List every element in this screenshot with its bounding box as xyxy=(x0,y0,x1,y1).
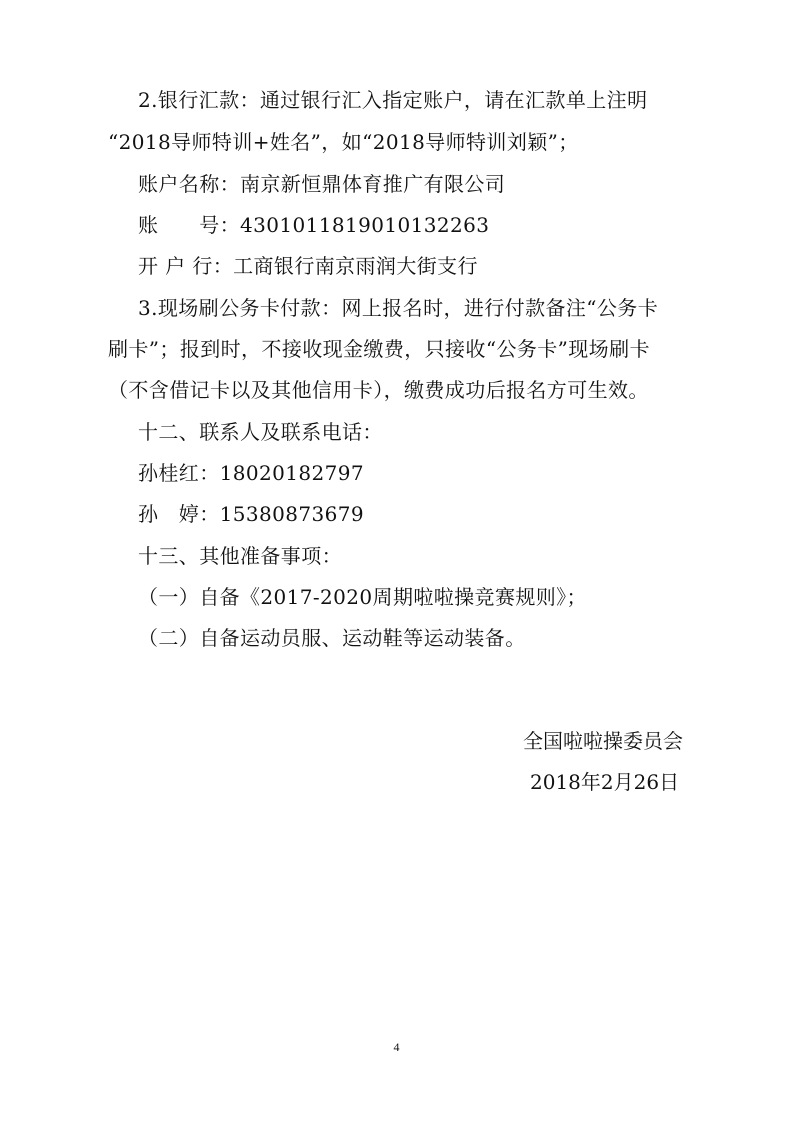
page-number: 4 xyxy=(393,1040,400,1054)
bank-transfer-line-2: “2018导师特训+姓名”，如“2018导师特训刘颖”； xyxy=(108,130,579,154)
card-payment-line-3: （不含借记卡以及其他信用卡），缴费成功后报名方可生效。 xyxy=(108,378,649,402)
bank-branch-line: 开 户 行：工商银行南京雨润大街支行 xyxy=(138,254,478,278)
preparation-heading: 十三、其他准备事项： xyxy=(138,544,342,568)
preparation-item-2: （二）自备运动员服、运动鞋等运动装备。 xyxy=(138,626,526,650)
contact-person-2: 孙 婷：15380873679 xyxy=(138,502,364,526)
contact-person-1: 孙桂红：18020182797 xyxy=(138,461,364,485)
card-payment-line-2: 刷卡”；报到时，不接收现金缴费，只接收“公务卡”现场刷卡 xyxy=(108,337,650,361)
bank-transfer-line-1: 2.银行汇款：通过银行汇入指定账户，请在汇款单上注明 xyxy=(138,88,648,112)
signature-organization: 全国啦啦操委员会 xyxy=(523,729,683,753)
card-payment-line-1: 3.现场刷公务卡付款：网上报名时，进行付款备注“公务卡 xyxy=(138,296,659,320)
account-number-line: 账 号：4301011819010132263 xyxy=(138,213,490,237)
preparation-item-1: （一）自备《2017-2020周期啦啦操竞赛规则》； xyxy=(138,585,587,609)
signature-date: 2018年2月26日 xyxy=(530,770,680,794)
account-name-line: 账户名称：南京新恒鼎体育推广有限公司 xyxy=(138,172,506,196)
contacts-heading: 十二、联系人及联系电话： xyxy=(138,420,383,444)
